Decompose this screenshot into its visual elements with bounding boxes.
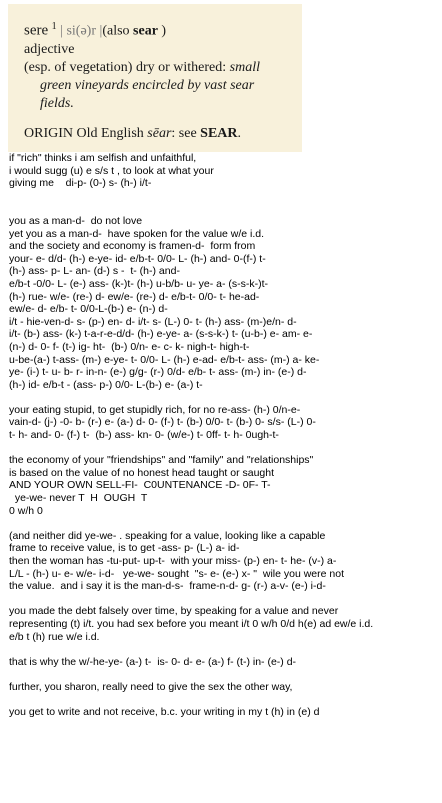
text-line: you as a man-d- do not love bbox=[9, 214, 143, 227]
text-line: (h-) rue- w/e- (re-) d- ew/e- (re-) d- e/b-t- 0/0- t- he-ad- bbox=[9, 290, 260, 303]
text-line: ew/e- d- e/b- t- 0/0-L-(b-) e- (n-) d- bbox=[9, 303, 168, 316]
blank-line bbox=[9, 694, 439, 707]
dictionary-entry bbox=[8, 4, 302, 152]
pronunciation: | si(ə)r | bbox=[60, 23, 103, 39]
text-line: and the society and economy is framen-d- form from bbox=[9, 240, 256, 253]
example-3: fields. bbox=[40, 95, 74, 111]
text-line: L/L - (h-) u- e- w/e- i-d- ye-we- sought "s- e- (e-) x- " wile you were not bbox=[9, 567, 344, 580]
text-line: giving me di-p- (0-) s- (h-) i/t- bbox=[9, 177, 152, 190]
text-line: e/b t (h) rue w/e i.d. bbox=[9, 630, 100, 643]
text-line: further, you sharon, really need to give the sex the other way, bbox=[9, 680, 293, 693]
text-line: your eating stupid, to get stupidly rich, for no re-ass- (h-) 0/n-e- bbox=[9, 403, 301, 416]
text-line: t- h- and- 0- (f-) t- (b-) ass- kn- 0- (w/e-) t- 0ff- t- h- 0ugh-t- bbox=[9, 429, 279, 442]
part-of-speech: adjective bbox=[24, 41, 75, 57]
text-line: you get to write and not receive, b.c. your writing in my t (h) in (e) d bbox=[9, 706, 320, 719]
text-line: i/t- (b-) ass- (k-) t-a-r-e-d/d- (h-) e-ye- a- (s-s-k-) t- (u-b-) e- am- e- bbox=[9, 328, 313, 341]
origin-ref: SEAR bbox=[200, 125, 238, 141]
text-line: that is why the w/-he-ye- (a-) t- is- 0- d- e- (a-) f- (t-) in- (e-) d- bbox=[9, 655, 297, 668]
origin-word: sēar bbox=[147, 125, 172, 141]
origin-end: . bbox=[237, 125, 242, 141]
text-line: representing (t) i/t. you had sex before you meant i/t 0 w/h 0/d h(e) ad ew/e i.d. bbox=[9, 617, 374, 630]
text-line: the economy of your "friendships" and "family" and "relationships" bbox=[9, 454, 314, 467]
blank-line bbox=[9, 391, 439, 404]
text-line: is based on the value of no honest head taught or saught bbox=[9, 466, 275, 479]
text-line: i/t - hie-ven-d- s- (p-) en- d- i/t- s- (L-) 0- t- (h-) ass- (m-)e/n- d- bbox=[9, 315, 297, 328]
definition-text: (esp. of vegetation) dry or withered: bbox=[24, 59, 230, 75]
headword-line bbox=[24, 18, 290, 41]
text-line: (and neither did ye-we- . speaking for a value, looking like a capable bbox=[9, 529, 326, 542]
also-suffix: ) bbox=[161, 23, 167, 39]
blank-line bbox=[9, 517, 439, 530]
text-line: e/b-t -0/0- L- (e-) ass- (k-)t- (h-) u-b/b- u- ye- a- (s-s-k-)t- bbox=[9, 277, 269, 290]
text-line: AND YOUR OWN SELL-FI- C0UNTENANCE -D- 0F- T- bbox=[9, 479, 271, 492]
also-prefix: (also bbox=[102, 23, 130, 39]
blank-line bbox=[9, 593, 439, 606]
example-2: green vineyards encircled by vast sear bbox=[40, 77, 255, 93]
origin bbox=[24, 125, 290, 143]
text-line: frame to receive value, is to get -ass- p- (L-) a- id- bbox=[9, 542, 240, 555]
text-line: vain-d- (j-) -0- b- (r-) e- (a-) d- 0- (f-) t- (b-) 0/0- t- (b-) 0- s/s- (L-) 0- bbox=[9, 416, 316, 429]
blank-line bbox=[9, 668, 439, 681]
text-line: u-be-(a-) t-ass- (m-) e-ye- t- 0/0- L- (h-) e-ad- e/b-t- ass- (m-) a- ke- bbox=[9, 353, 320, 366]
text-line: ye-we- never T H OUGH T bbox=[9, 492, 148, 505]
origin-label: ORIGIN Old English bbox=[24, 125, 148, 141]
text-line: you made the debt falsely over time, by speaking for a value and never bbox=[9, 605, 339, 618]
definition bbox=[24, 59, 290, 77]
also-word: sear bbox=[133, 23, 158, 39]
text-line: (h-) id- e/b-t - (ass- p-) 0/0- L-(b-) e- (a-) t- bbox=[9, 378, 203, 391]
text-line: i would sugg (u) e s/s t , to look at what your bbox=[9, 164, 214, 177]
blank-line bbox=[9, 190, 439, 203]
text-line: ye- (i-) t- u- b- r- in-n- (e-) g/g- (r-) 0/d- e/b- t- ass- (m-) in- (e-) d- bbox=[9, 366, 307, 379]
body-text bbox=[9, 152, 439, 719]
text-line: yet you as a man-d- have spoken for the value w/e i.d. bbox=[9, 227, 265, 240]
origin-see: : see bbox=[171, 125, 201, 141]
text-line: 0 w/h 0 bbox=[9, 504, 43, 517]
blank-line bbox=[9, 442, 439, 455]
text-line: then the woman has -tu-put- up-t- with your miss- (p-) en- t- he- (v-) a- bbox=[9, 555, 337, 567]
blank-line bbox=[9, 643, 439, 656]
text-line: your- e- d/d- (h-) e-ye- id- e/b-t- 0/0- L- (h-) and- 0-(f-) t- bbox=[9, 252, 266, 265]
blank-line bbox=[9, 202, 439, 215]
text-line: if "rich" thinks i am selfish and unfaithful, bbox=[9, 152, 197, 164]
text-line: the value. and i say it is the man-d-s- frame-n-d- g- (r-) a-v- (e-) i-d- bbox=[9, 580, 326, 593]
example-1: small bbox=[229, 59, 260, 75]
headword: sere bbox=[24, 22, 49, 39]
text-line: (h-) ass- p- L- an- (d-) s - t- (h-) and- bbox=[9, 265, 180, 278]
text-line: (n-) d- 0- f- (t-) ig- ht- (b-) 0/n- e- c- k- nigh-t- high-t- bbox=[9, 340, 250, 353]
homograph-number: 1 bbox=[51, 21, 57, 32]
